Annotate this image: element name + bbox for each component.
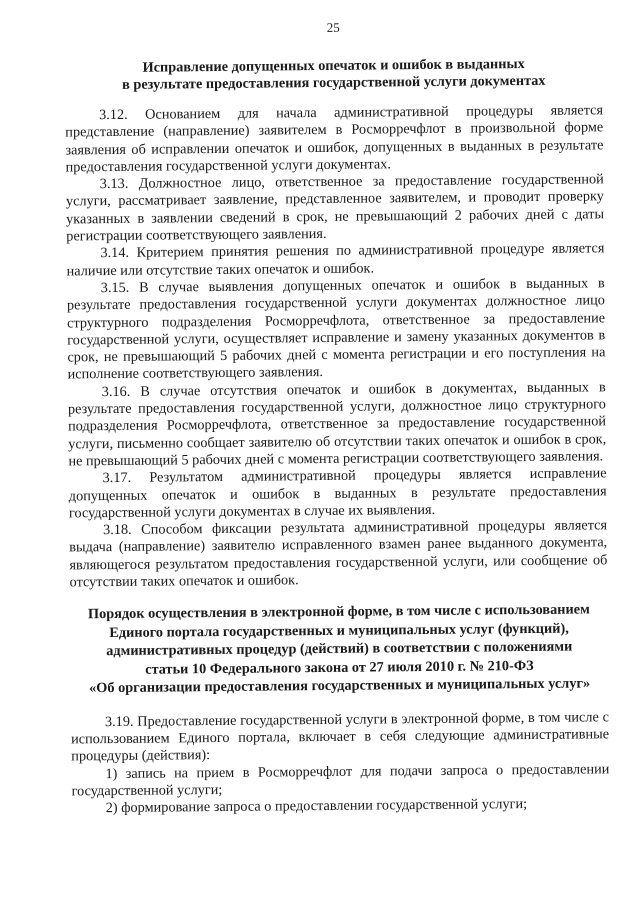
heading-line: «Об организации предоставления государственных и муниципальных услуг»: [88, 675, 591, 697]
paragraph-3-17: 3.17. Результатом административной процедуры является исправление допущенных опечаток и ошибок в выданных в результате предоставления государственной услуги документах в случае их выявления.: [68, 465, 607, 522]
heading-line: в результате предоставления государственной услуги документах: [121, 72, 546, 93]
heading-line: статьи 10 Федерального закона от 27 июля 2010 г. № 210-ФЗ: [145, 657, 534, 678]
page-number: 25: [326, 19, 340, 35]
paragraph-3-13: 3.13. Должностное лицо, ответственное за предоставление государственной услуги, рассматривает заявление, представленное заявителем, и проводит проверку указанных в заявлении сведений в срок, не превышающий 2 рабочих дней с даты регистрации соответствующего заявления.: [65, 171, 605, 245]
list-item-1: 1) запись на прием в Росморречфлот для подачи запроса о предоставлении государственной услуги;: [71, 760, 610, 800]
paragraph-3-18: 3.18. Способом фиксации результата административной процедуры является выдача (направление) заявителю исправленного взамен ранее выданного документа, являющегося результатом предоставления государственной услуги, или сообщение об отсутствии таких опечаток и ошибок.: [69, 517, 608, 591]
paragraph-3-12: 3.12. Основанием для начала административной процедуры является представление (направление) заявителем в Росморречфлот в произвольной форме заявления об исправлении опечаток и ошибок, допущенных в выданных в результате предоставления государственной услуги документах.: [65, 102, 604, 176]
paragraph-3-19: 3.19. Предоставление государственной услуги в электронной форме, в том числе с использованием Единого портала, включает в себя следующие административные процедуры (действия):: [71, 709, 610, 765]
paragraph-3-16: 3.16. В случае отсутствия опечаток и ошибок в документах, выданных в результате предоставления государственной услуги, должностное лицо структурного подразделения Росморречфлота, ответственное за предоставление государственной услуги, письменно сообщает заявителю об отсутствии таких опечаток и ошибок в срок, не превышающий 5 рабочих дней с момента регистрации соответствующего заявления.: [67, 379, 607, 470]
paragraph-3-14: 3.14. Критерием принятия решения по административной процедуре является наличие или отсутствие таких опечаток и ошибок.: [66, 240, 605, 280]
section-heading-electronic-form: [70, 601, 609, 699]
list-item-2: 2) формирование запроса о предоставлении государственной услуги;: [105, 796, 528, 817]
heading-line: Исправление допущенных опечаток и ошибок в выданных: [142, 56, 525, 76]
heading-line: Порядок осуществления в электронной форме, в том числе с использованием: [87, 601, 590, 623]
section-heading-corrections: [65, 55, 603, 94]
heading-line: административных процедур (действий) в соответствии с положениями: [106, 638, 573, 660]
paragraph-3-15: 3.15. В случае выявления допущенных опечаток и ошибок в выданных в результате предоставления государственной услуги документах должностное лицо структурного подразделения Росморречфлота, ответственное за предоставление государственной услуги, осуществляет исправление и замену указанных документов в срок, не превышающий 5 рабочих дней с момента регистрации и его поступления на исполнение соответствующего заявления.: [66, 275, 606, 383]
heading-line: Единого портала государственных и муниципальных услуг (функций),: [109, 620, 569, 641]
